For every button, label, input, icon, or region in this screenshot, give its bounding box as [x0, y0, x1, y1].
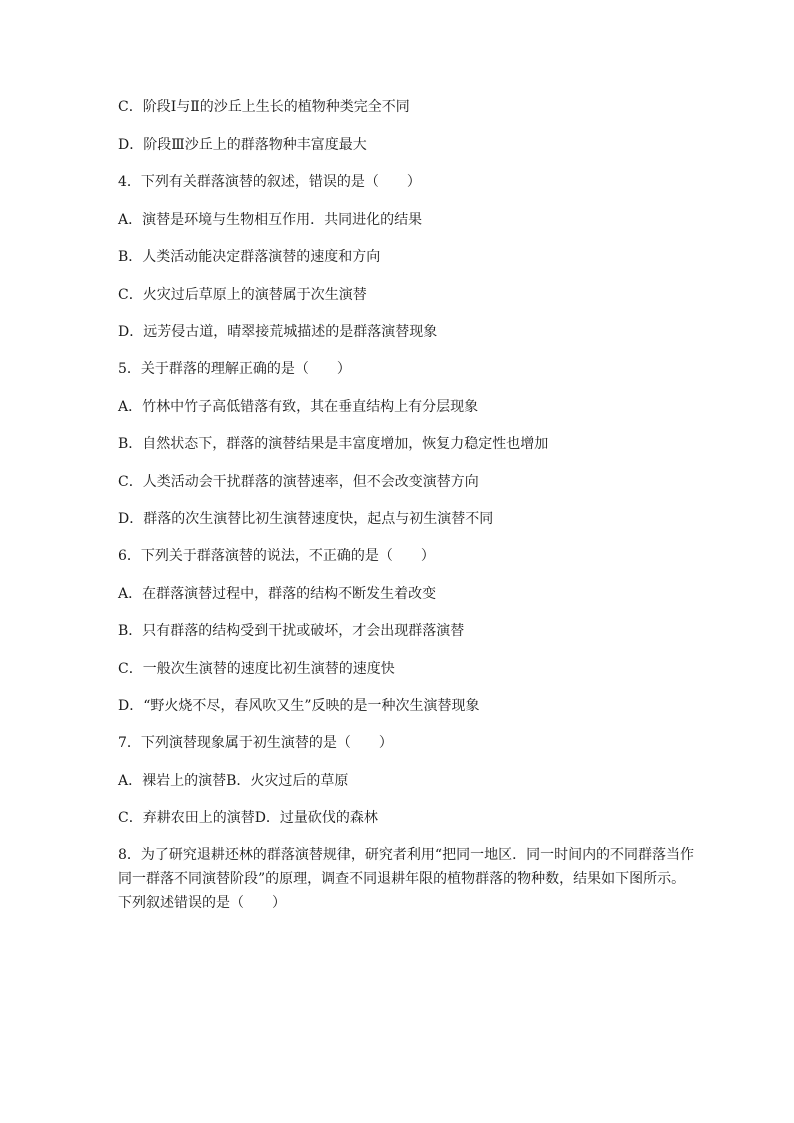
option-5b: B．自然状态下，群落的演替结果是丰富度增加，恢复力稳定性也增加: [118, 436, 549, 452]
option-5a: A．竹林中竹子高低错落有致，其在垂直结构上有分层现象: [118, 399, 479, 415]
option-4d: D．远芳侵古道，晴翠接荒城描述的是群落演替现象: [118, 324, 438, 340]
question-4-stem: 4．下列有关群落演替的叙述，错误的是（ ）: [118, 174, 421, 190]
option-3c: C．阶段Ⅰ与Ⅱ的沙丘上生长的植物种类完全不同: [118, 99, 410, 115]
option-5d: D．群落的次生演替比初生演替速度快，起点与初生演替不同: [118, 511, 494, 527]
question-6-stem: 6．下列关于群落演替的说法，不正确的是（ ）: [118, 548, 435, 564]
option-7cd: C．弃耕农田上的演替D．过量砍伐的森林: [118, 810, 378, 826]
option-5c: C．人类活动会干扰群落的演替速率，但不会改变演替方向: [118, 474, 479, 490]
option-3d: D．阶段Ⅲ沙丘上的群落物种丰富度最大: [118, 137, 367, 153]
question-5-stem: 5．关于群落的理解正确的是（ ）: [118, 361, 351, 377]
option-6d: D．“野火烧不尽，春风吹又生”反映的是一种次生演替现象: [118, 698, 480, 714]
option-4c: C．火灾过后草原上的演替属于次生演替: [118, 287, 367, 303]
question-8-stem: 8．为了研究退耕还林的群落演替规律，研究者利用“把同一地区．同一时间内的不同群落当作同一群落不同演替阶段”的原理，调查不同退耕年限的植物群落的物种数，结果如下图所示。下列叙述错误的是（ ）: [118, 847, 695, 911]
option-6a: A．在群落演替过程中，群落的结构不断发生着改变: [118, 586, 437, 602]
question-7-stem: 7．下列演替现象属于初生演替的是（ ）: [118, 735, 393, 751]
option-7ab: A．裸岩上的演替B．火灾过后的草原: [118, 773, 349, 789]
option-6b: B．只有群落的结构受到干扰或破坏，才会出现群落演替: [118, 623, 465, 639]
option-6c: C．一般次生演替的速度比初生演替的速度快: [118, 661, 395, 677]
option-4b: B．人类活动能决定群落演替的速度和方向: [118, 249, 381, 265]
option-4a: A．演替是环境与生物相互作用．共同进化的结果: [118, 212, 423, 228]
